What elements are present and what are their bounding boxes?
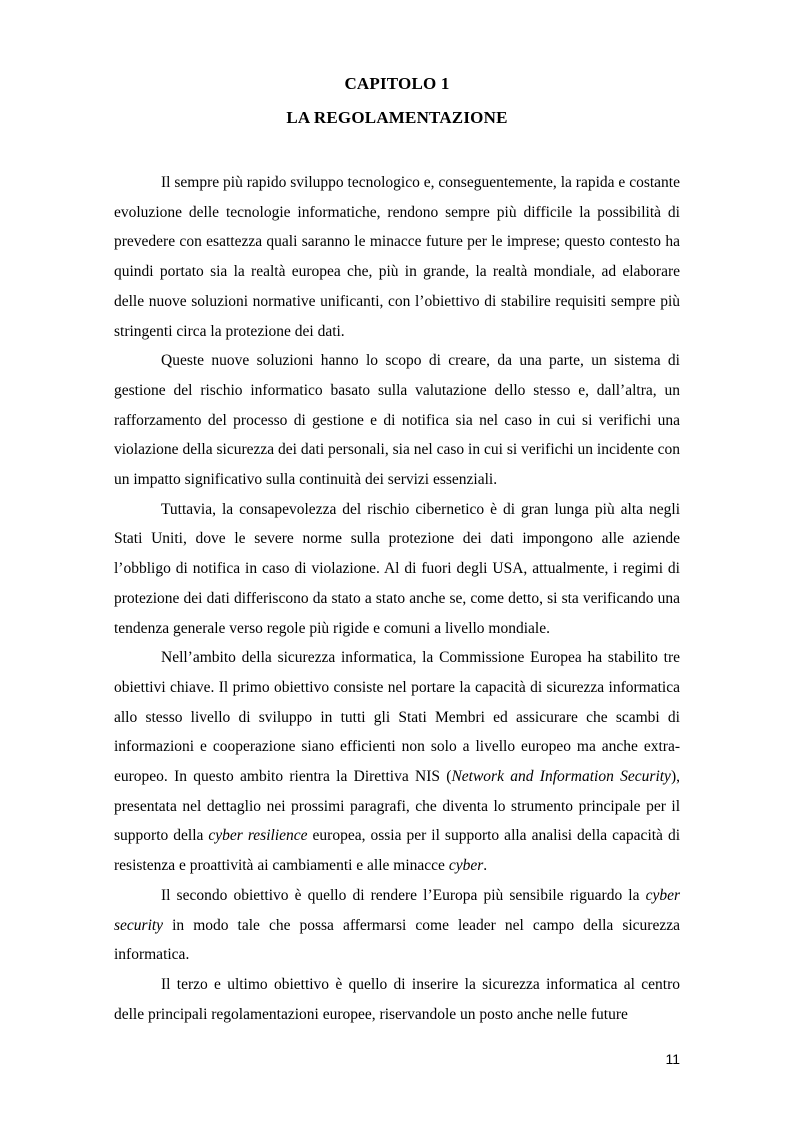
paragraph-5-text: in modo tale che possa affermarsi come leader nel campo della sicurezza informatica. [114, 916, 680, 964]
italic-term-cyber: cyber [448, 857, 484, 875]
italic-term-network-security: Network and Information Security [451, 768, 671, 786]
paragraph-2: Queste nuove soluzioni hanno lo scopo di creare, da una parte, un sistema di gestione del rischio informatico basato sulla valutazione dello stesso e, dall’altra, un rafforzamento del processo di gestione e di notifica sia nel caso in cui si verifichi una violazione della sicurezza dei dati personali, sia nel caso in cui si verifichi un incidente con un impatto significativo sulla continuità dei servizi essenziali. [114, 352, 680, 489]
paragraph-4 [114, 643, 680, 881]
page-number: 11 [665, 1051, 680, 1067]
paragraph-4-text: . [483, 857, 488, 875]
paragraph-4-text: ), presentata nel dettaglio nei prossimi paragrafi, che diventa lo strumento principale per il supporto della [114, 768, 680, 845]
paragraph-6: Il terzo e ultimo obiettivo è quello di inserire la sicurezza informatica al centro delle principali regolamentazioni europee, riservandole un posto anche nelle future [114, 975, 680, 1023]
paragraph-3: Tuttavia, la consapevolezza del rischio cibernetico è di gran lunga più alta negli Stati Uniti, dove le severe norme sulla protezione dei dati impongono alle aziende l’obbligo di notifica in caso di violazione. Al di fuori degli USA, attualmente, i regimi di protezione dei dati differiscono da stato a stato anche se, come detto, si sta verificando una tendenza generale verso regole più rigide e comuni a livello mondiale. [114, 500, 680, 637]
body-text [114, 168, 680, 1029]
italic-term-cyber-resilience: cyber resilience [208, 827, 308, 845]
paragraph-1: Il sempre più rapido sviluppo tecnologico e, conseguentemente, la rapida e costante evoluzione delle tecnologie informatiche, rendono sempre più difficile la possibilità di prevedere con esattezza quali saranno le minacce future per le imprese; questo contesto ha quindi portato sia la realtà europea che, più in grande, la realtà mondiale, ad elaborare delle nuove soluzioni normative unificanti, con l’obiettivo di stabilire requisiti sempre più stringenti circa la protezione dei dati. [114, 174, 680, 340]
italic-term-cyber-security: cyber security [114, 886, 680, 934]
paragraph-5 [114, 881, 680, 970]
paragraph-4-text: Nell’ambito della sicurezza informatica, la Commissione Europea ha stabilito tre obiettivi chiave. Il primo obiettivo consiste nel portare la capacità di sicurezza informatica allo stesso livello di sviluppo in tutti gli Stati Membri ed assicurare che scambi di informazioni e cooperazione siano efficienti non solo a livello europeo ma anche extra-europeo. In questo ambito rientra la Direttiva NIS ( [114, 649, 680, 786]
paragraph-4-text: europea, ossia per il supporto alla analisi della capacità di resistenza e proattività ai cambiamenti e alle minacce [114, 827, 681, 875]
chapter-number: CAPITOLO 1 [344, 74, 450, 93]
paragraph-5-text: Il secondo obiettivo è quello di rendere l’Europa più sensibile riguardo la [161, 886, 646, 904]
chapter-title: LA REGOLAMENTAZIONE [286, 108, 508, 127]
